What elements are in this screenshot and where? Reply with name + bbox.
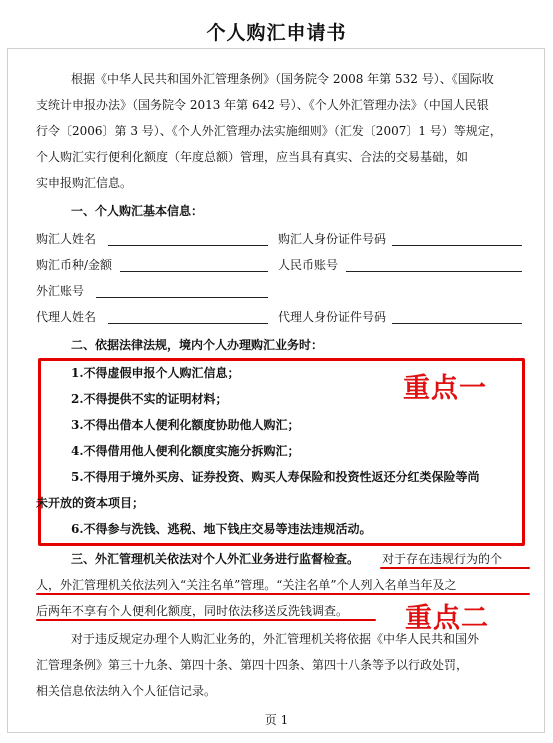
intro-line-3: 行令〔2006〕第 3 号）、《个人外汇管理办法实施细则》（汇发〔2007〕1 号）等规定， — [36, 124, 502, 138]
rule-item-1: 1.不得虚假申报个人购汇信息； — [71, 366, 240, 380]
rule-item-2: 2.不得提供不实的证明材料； — [71, 392, 228, 406]
section3-line-3: 后两年不享有个人便利化额度，同时依法移送反洗钱调查。 — [36, 604, 349, 618]
intro-line-2: 支统计申报办法》（国务院令 2013 年第 642 号）、《个人外汇管理办法》（中国人民银 — [36, 98, 489, 112]
buyer-name-label: 购汇人姓名 — [36, 232, 97, 246]
section2-heading: 二、依据法律法规，境内个人办理购汇业务时： — [71, 338, 324, 352]
document-title: 个人购汇申请书 — [206, 22, 347, 44]
closing-line-2: 汇管理条例》第三十九条、第四十条、第四十四条、第四十八条等予以行政处罚， — [36, 658, 469, 672]
currency-amount-label: 购汇币种/金额 — [36, 258, 113, 272]
fx-account-label: 外汇账号 — [36, 284, 85, 298]
intro-line-4: 个人购汇实行便利化额度（年度总额）管理，应当具有真实、合法的交易基础，如 — [36, 150, 469, 164]
section1-heading: 一、个人购汇基本信息： — [71, 204, 204, 218]
key-point-2-tag: 重点二 — [405, 603, 489, 634]
rule-item-5-cont: 未开放的资本项目； — [36, 496, 145, 510]
closing-line-3: 相关信息依法纳入个人征信记录。 — [36, 684, 217, 698]
agent-id-label: 代理人身份证件号码 — [278, 310, 387, 324]
section3-heading: 三、外汇管理机关依法对个人外汇业务进行监督检查。 — [71, 552, 360, 566]
rule-item-5: 5.不得用于境外买房、证券投资、购买人寿保险和投资性返还分红类保险等尚 — [71, 470, 480, 484]
rmb-account-field[interactable] — [346, 271, 522, 272]
key-point-2-underline-1 — [380, 567, 530, 569]
agent-name-field[interactable] — [108, 323, 268, 324]
rule-item-3: 3.不得出借本人便利化额度协助他人购汇； — [71, 418, 300, 432]
buyer-id-label: 购汇人身份证件号码 — [278, 232, 387, 246]
intro-line-5: 实申报购汇信息。 — [36, 176, 133, 190]
key-point-2-underline-3 — [36, 619, 376, 621]
section3-line-1-tail: 对于存在违规行为的个 — [382, 552, 503, 566]
intro-line-1: 根据《中华人民共和国外汇管理条例》（国务院令 2008 年第 532 号）、《国际收 — [71, 72, 494, 86]
page-number: 页 1 — [264, 713, 289, 727]
currency-amount-field[interactable] — [120, 271, 268, 272]
buyer-id-field[interactable] — [392, 245, 522, 246]
rmb-account-label: 人民币账号 — [278, 258, 339, 272]
key-point-2-underline-2 — [36, 593, 530, 595]
agent-name-label: 代理人姓名 — [36, 310, 97, 324]
buyer-name-field[interactable] — [108, 245, 268, 246]
rule-item-4: 4.不得借用他人便利化额度实施分拆购汇； — [71, 444, 300, 458]
closing-line-1: 对于违反规定办理个人购汇业务的，外汇管理机关将依据《中华人民共和国外 — [71, 632, 480, 646]
key-point-1-tag: 重点一 — [403, 373, 487, 404]
section3-line-2: 人，外汇管理机关依法列入“关注名单”管理。“关注名单”个人列入名单当年及之 — [36, 578, 457, 592]
rule-item-6: 6.不得参与洗钱、逃税、地下钱庄交易等违法违规活动。 — [71, 522, 372, 536]
agent-id-field[interactable] — [392, 323, 522, 324]
fx-account-field[interactable] — [96, 297, 268, 298]
